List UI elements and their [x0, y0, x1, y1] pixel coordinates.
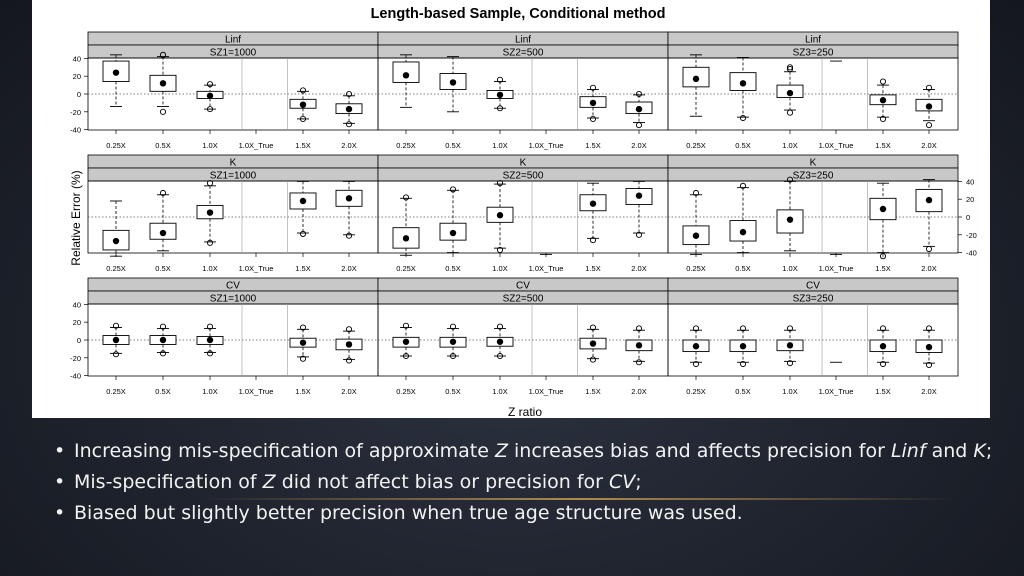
panel-col-label: SZ3=250 — [792, 170, 834, 182]
x-tick-label: 1.0X — [492, 141, 508, 150]
x-tick-label: 2.0X — [631, 264, 647, 273]
median-point — [740, 80, 746, 86]
bullet-list — [52, 436, 1002, 529]
median-point — [740, 343, 746, 349]
x-tick-label: 0.5X — [735, 264, 751, 273]
median-point — [403, 72, 409, 78]
median-point — [403, 339, 409, 345]
x-tick-label: 1.0X_True — [238, 141, 274, 150]
median-point — [300, 198, 306, 204]
median-point — [636, 106, 642, 112]
bullet-text: and — [925, 440, 974, 462]
bullet-text: ; — [635, 471, 642, 493]
median-point — [207, 93, 213, 99]
median-point — [346, 106, 352, 112]
x-tick-label: 0.5X — [155, 387, 171, 396]
x-tick-label: 1.0X — [202, 264, 218, 273]
median-point — [880, 206, 886, 212]
x-tick-label: 0.25X — [396, 264, 416, 273]
bullet-item — [52, 498, 1002, 529]
bullet-text: K — [973, 440, 986, 462]
x-tick-label: 0.5X — [155, 141, 171, 150]
outlier-point — [636, 360, 641, 365]
x-tick-label: 2.0X — [921, 141, 937, 150]
median-point — [113, 238, 119, 244]
median-point — [590, 340, 596, 346]
x-tick-label: 1.5X — [585, 387, 601, 396]
median-point — [300, 339, 306, 345]
median-point — [113, 337, 119, 343]
x-tick-label: 0.25X — [106, 264, 126, 273]
bullet-text: Z — [494, 440, 508, 462]
panel-col-label: SZ2=500 — [502, 293, 544, 305]
bullet-text: Biased but slightly better precision when true age structure was used. — [74, 502, 743, 524]
outlier-point — [926, 246, 931, 251]
x-tick-label: 1.5X — [295, 264, 311, 273]
outlier-point — [300, 231, 305, 236]
bullet-item — [52, 436, 1002, 467]
outlier-point — [787, 110, 792, 115]
x-tick-label: 0.5X — [735, 141, 751, 150]
median-point — [590, 200, 596, 206]
x-tick-label: 1.5X — [875, 141, 891, 150]
median-point — [880, 343, 886, 349]
median-point — [346, 195, 352, 201]
panel-row-label: CV — [516, 280, 530, 292]
panel-row-label: K — [229, 157, 237, 169]
panel-row-label: K — [519, 157, 527, 169]
y-axis-label: Relative Error (%) — [69, 170, 83, 266]
median-point — [693, 343, 699, 349]
outlier-point — [926, 123, 931, 128]
x-tick-label: 2.0X — [341, 387, 357, 396]
x-tick-label: 1.5X — [875, 387, 891, 396]
x-tick-label: 0.5X — [445, 141, 461, 150]
median-point — [403, 235, 409, 241]
x-tick-label: 0.5X — [445, 264, 461, 273]
bullet-text: Increasing mis-specification of approximate — [74, 440, 495, 462]
outlier-point — [590, 116, 595, 121]
median-point — [693, 232, 699, 238]
outlier-point — [346, 358, 351, 363]
median-point — [787, 342, 793, 348]
y-tick-label: 20 — [72, 72, 81, 82]
x-tick-label: 0.25X — [686, 141, 706, 150]
median-point — [450, 79, 456, 85]
x-tick-label: 1.0X — [492, 264, 508, 273]
median-point — [450, 230, 456, 236]
median-point — [300, 101, 306, 107]
median-point — [497, 92, 503, 98]
x-tick-label: 1.0X_True — [238, 264, 274, 273]
outlier-point — [160, 109, 165, 114]
y-tick-label: 0 — [76, 90, 81, 99]
x-tick-label: 1.0X_True — [818, 141, 854, 150]
y-tick-label: 20 — [72, 318, 81, 328]
x-tick-label: 0.25X — [686, 264, 706, 273]
bullet-text: increases bias and affects precision for — [507, 440, 891, 462]
median-point — [787, 216, 793, 222]
median-point — [590, 100, 596, 106]
panel-col-label: SZ3=250 — [792, 47, 834, 59]
y-tick-label: -40 — [966, 248, 977, 258]
y-tick-label: 40 — [72, 300, 81, 310]
x-tick-label: 0.5X — [155, 264, 171, 273]
y-tick-label: 0 — [966, 213, 971, 222]
y-tick-label: -40 — [70, 125, 81, 135]
panel-col-label: SZ1=1000 — [209, 293, 257, 305]
x-tick-label: 1.0X_True — [818, 387, 854, 396]
median-point — [693, 76, 699, 82]
y-tick-label: -20 — [70, 107, 81, 117]
y-tick-label: 0 — [76, 336, 81, 345]
x-tick-label: 2.0X — [341, 141, 357, 150]
x-tick-label: 0.25X — [686, 387, 706, 396]
outlier-point — [880, 79, 885, 84]
panel-row-label: K — [809, 157, 817, 169]
bullet-text: did not affect bias or precision for — [275, 471, 609, 493]
median-point — [346, 341, 352, 347]
x-tick-label: 1.0X_True — [528, 387, 564, 396]
panel-row-label: Linf — [224, 34, 242, 46]
median-point — [636, 192, 642, 198]
figure-panel — [32, 0, 990, 418]
x-tick-label: 0.25X — [396, 387, 416, 396]
median-point — [113, 69, 119, 75]
boxplot-grid-chart — [32, 0, 990, 418]
y-tick-label: -20 — [70, 353, 81, 363]
median-point — [740, 229, 746, 235]
outlier-point — [636, 123, 641, 128]
panel-row-label: Linf — [804, 34, 822, 46]
median-point — [207, 209, 213, 215]
x-tick-label: 0.25X — [396, 141, 416, 150]
median-point — [880, 97, 886, 103]
x-tick-label: 1.5X — [875, 264, 891, 273]
median-point — [636, 342, 642, 348]
x-tick-label: 2.0X — [341, 264, 357, 273]
median-point — [160, 337, 166, 343]
outlier-point — [590, 357, 595, 362]
x-tick-label: 2.0X — [631, 387, 647, 396]
x-tick-label: 0.25X — [106, 387, 126, 396]
x-tick-label: 1.0X — [782, 264, 798, 273]
median-point — [207, 337, 213, 343]
bullet-text: Mis-specification of — [74, 471, 263, 493]
x-tick-label: 2.0X — [921, 264, 937, 273]
panel-row-label: Linf — [514, 34, 532, 46]
y-tick-label: 20 — [966, 195, 975, 205]
x-tick-label: 1.0X_True — [528, 141, 564, 150]
y-tick-label: -20 — [966, 230, 977, 240]
x-tick-label: 0.25X — [106, 141, 126, 150]
x-tick-label: 1.0X — [202, 387, 218, 396]
panel-col-label: SZ1=1000 — [209, 170, 257, 182]
panel-col-label: SZ2=500 — [502, 47, 544, 59]
bullet-text: ; — [985, 440, 993, 462]
outlier-point — [346, 122, 351, 127]
median-point — [160, 230, 166, 236]
median-point — [450, 339, 456, 345]
x-tick-label: 1.0X — [492, 387, 508, 396]
median-point — [926, 103, 932, 109]
y-tick-label: 40 — [966, 177, 975, 187]
x-tick-label: 1.0X_True — [818, 264, 854, 273]
x-tick-label: 1.5X — [585, 264, 601, 273]
median-point — [926, 197, 932, 203]
bullet-item — [52, 467, 1002, 498]
panel-col-label: SZ2=500 — [502, 170, 544, 182]
x-tick-label: 2.0X — [631, 141, 647, 150]
median-point — [497, 212, 503, 218]
median-point — [926, 344, 932, 350]
x-tick-label: 1.0X — [202, 141, 218, 150]
x-tick-label: 1.0X — [782, 141, 798, 150]
y-tick-label: 40 — [72, 54, 81, 64]
panel-row-label: CV — [226, 280, 240, 292]
panel-col-label: SZ1=1000 — [209, 47, 257, 59]
median-point — [787, 90, 793, 96]
x-axis-label: Z ratio — [507, 405, 543, 418]
x-tick-label: 1.5X — [585, 141, 601, 150]
x-tick-label: 1.5X — [295, 387, 311, 396]
x-tick-label: 0.5X — [445, 387, 461, 396]
bullet-text: Linf — [890, 440, 926, 462]
x-tick-label: 1.5X — [295, 141, 311, 150]
median-point — [160, 80, 166, 86]
bullet-text: Z — [262, 471, 276, 493]
x-tick-label: 0.5X — [735, 387, 751, 396]
bullet-text: CV — [609, 471, 636, 493]
panel-row-label: CV — [806, 280, 820, 292]
y-tick-label: -40 — [70, 371, 81, 381]
median-point — [497, 339, 503, 345]
panel-col-label: SZ3=250 — [792, 293, 834, 305]
x-tick-label: 1.0X_True — [238, 387, 274, 396]
x-tick-label: 2.0X — [921, 387, 937, 396]
x-tick-label: 1.0X_True — [528, 264, 564, 273]
x-tick-label: 1.0X — [782, 387, 798, 396]
chart-title: Length-based Sample, Conditional method — [370, 6, 666, 22]
